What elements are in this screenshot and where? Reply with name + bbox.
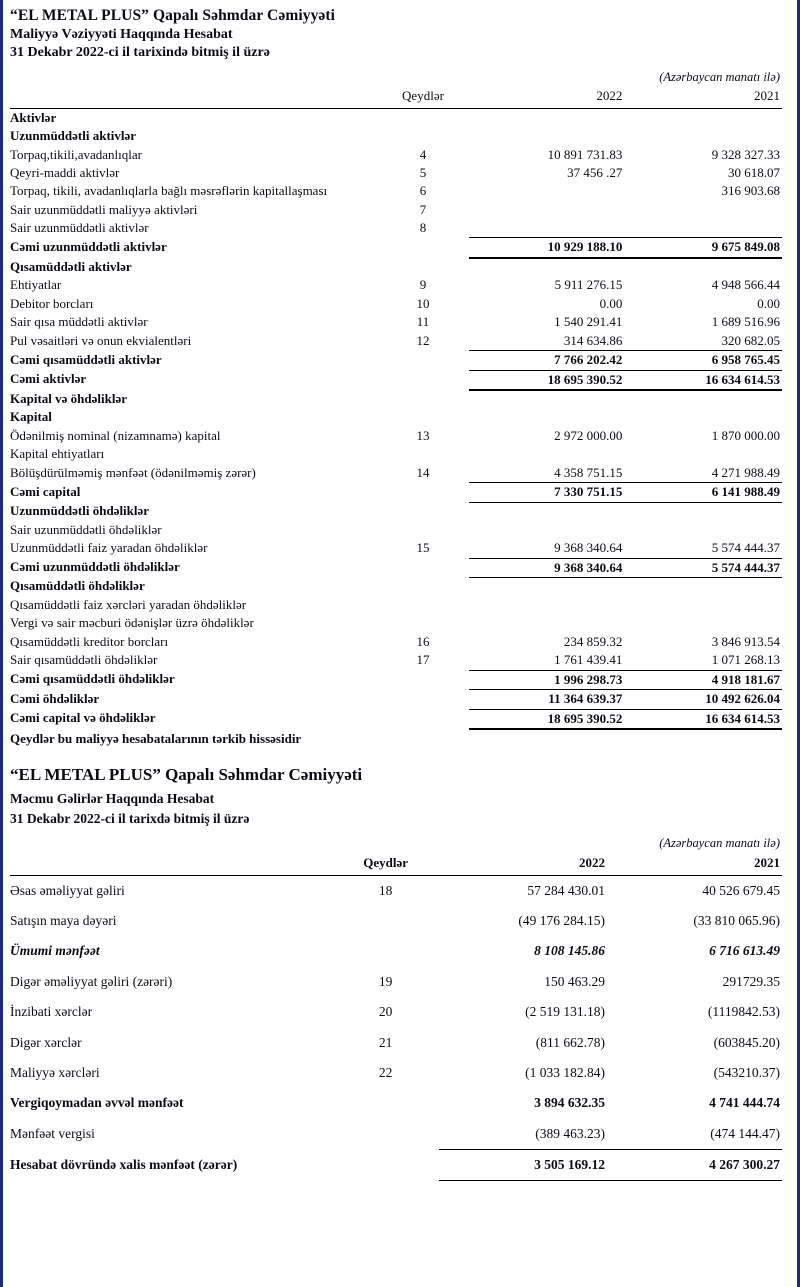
statement1-row-label: Cəmi capital (10, 483, 81, 499)
statement1-row-year2: 9 328 327.33 (711, 146, 780, 162)
table-row (10, 370, 782, 390)
statement2-row-label: Ümumi mənfəət (10, 943, 100, 959)
statement1-row-note: 17 (416, 652, 430, 668)
statement1-row-year1: 7 330 751.15 (469, 483, 627, 502)
statement1-row-year2: 316 903.68 (721, 183, 780, 199)
statement1-header-row (10, 87, 782, 108)
statement2-row-label: Əsas əməliyyat gəliri (10, 882, 125, 898)
statement1-row-year2 (626, 445, 782, 463)
statement1-row-label: Sair qısamüddətli öhdəliklər (10, 652, 158, 668)
table-row (10, 633, 782, 651)
statement1-row-year2: 3 846 913.54 (711, 633, 780, 649)
statement1-row-year1 (469, 258, 627, 276)
statement1-row-year2: 16 634 614.53 (626, 370, 782, 390)
statement1-row-note (377, 483, 468, 502)
statement2-row-note: 20 (378, 1004, 393, 1020)
table-row (10, 521, 782, 539)
statement2-row-year2: (543210.37) (713, 1064, 780, 1080)
table-row (10, 1119, 782, 1150)
statement1-row-label: Pul vəsaitləri və onun ekvialentləri (10, 332, 192, 348)
statement1-row-label: Bölüşdürülməmiş mənfəət (ödənilməmiş zərər) (10, 464, 256, 480)
statement1-row-year1: 11 364 639.37 (469, 690, 627, 709)
statement1-row-year1 (469, 390, 627, 408)
statement1-row-label: Qeyri-maddi aktivlər (10, 165, 120, 181)
statement1-row-year1: 7 766 202.42 (469, 351, 627, 370)
table-row (10, 313, 782, 331)
statement1-row-year1 (469, 596, 627, 614)
statement1-row-note (377, 690, 468, 709)
statement2-row-label: Digər əməliyyat gəliri (zərəri) (10, 973, 173, 989)
table-row (10, 596, 782, 614)
table-row (10, 670, 782, 689)
statement1-row-note (377, 577, 468, 595)
table-row (10, 108, 782, 127)
statement2-row-note (332, 1119, 440, 1150)
statement1-row-year2 (626, 596, 782, 614)
statement1-row-year1: 37 456 .27 (567, 165, 623, 181)
table-row (10, 967, 782, 997)
statement1-row-year1 (469, 408, 627, 426)
statement1-row-year1 (469, 182, 627, 200)
statement1-row-note (377, 370, 468, 390)
statement2-header-row (10, 853, 782, 875)
statement1-row-year2: 10 492 626.04 (626, 690, 782, 709)
table-row (10, 445, 782, 463)
page-border-left (0, 0, 3, 1287)
statement1-row-year2: 1 870 000.00 (711, 427, 780, 443)
table-row (10, 614, 782, 632)
table-row (10, 1058, 782, 1088)
statement1-row-year1: 9 368 340.64 (554, 540, 623, 556)
statement2-row-year1: (49 176 284.15) (518, 913, 606, 929)
statement2-row-note (332, 936, 440, 966)
statement1-row-year2 (626, 108, 782, 127)
statement1-row-note (377, 127, 468, 145)
statement1-row-year2: 320 682.05 (721, 332, 780, 348)
statement2-row-year2: 291729.35 (722, 973, 780, 989)
statement1-row-year1: 18 695 390.52 (469, 370, 627, 390)
table-row (10, 1150, 782, 1181)
statement1-row-label: Sair uzunmüddətli öhdəliklər (10, 521, 162, 537)
statement2-row-year1: 8 108 145.86 (534, 943, 606, 959)
table-row (10, 408, 782, 426)
statement1-row-year1: 234 859.32 (563, 633, 623, 649)
statement2-row-year1: (811 662.78) (535, 1034, 606, 1050)
statement2-row-note (332, 906, 440, 936)
statement2-row-label: Hesabat dövründə xalis mənfəət (zərər) (10, 1156, 238, 1172)
document-content (10, 6, 782, 1181)
statement1-row-label: Qısamüddətli kreditor borcları (10, 633, 169, 649)
statement1-row-note (377, 238, 468, 258)
statement1-row-label: Cəmi uzunmüddətli öhdəliklər (10, 559, 180, 575)
table-row (10, 936, 782, 966)
statement2-row-year2: (603845.20) (713, 1034, 780, 1050)
statement1-header-label (10, 87, 377, 108)
statement1-row-year2: 30 618.07 (728, 165, 780, 181)
statement1-row-label: Cəmi uzunmüddətli aktivlər (10, 238, 167, 254)
statement1-row-note (377, 108, 468, 127)
table-row (10, 539, 782, 558)
statement1-row-note: 12 (416, 332, 430, 348)
statement1-row-year1 (469, 502, 627, 520)
statement2-row-label: Mənfəət vergisi (10, 1125, 95, 1141)
statement2-header-year2: 2021 (623, 853, 782, 875)
statement2-row-year1: (1 033 182.84) (525, 1064, 606, 1080)
statement1-row-year1: 4 358 751.15 (554, 464, 623, 480)
table-row (10, 483, 782, 502)
statement2-row-year2: (474 144.47) (710, 1125, 780, 1141)
table-row (10, 997, 782, 1027)
statement2-row-year2: 6 716 613.49 (709, 943, 780, 959)
statement1-row-label: Uzunmüddətli aktivlər (10, 128, 137, 144)
statement1-row-label: Sair uzunmüddətli maliyyə aktivləri (10, 201, 198, 217)
table-row (10, 258, 782, 276)
statement1-row-note (377, 596, 468, 614)
statement1-header-year2: 2021 (626, 87, 782, 108)
statement1-row-year1: 0.00 (599, 295, 623, 311)
statement1-row-note: 13 (416, 427, 430, 443)
statement1-row-label: Cəmi qısamüddətli öhdəliklər (10, 671, 175, 687)
statement1-row-year2: 1 689 516.96 (711, 314, 780, 330)
table-row (10, 201, 782, 219)
statement1-row-label: Qısamüddətli öhdəliklər (10, 578, 145, 594)
statement2-row-label: Maliyyə xərcləri (10, 1064, 100, 1080)
statement1-row-note (377, 502, 468, 520)
statement1-row-label: Torpaq, tikili, avadanlıqlarla bağlı məsrəflərin kapitallaşması (10, 183, 328, 199)
table-row (10, 127, 782, 145)
statement1-row-year2 (626, 614, 782, 632)
statement1-row-note: 14 (416, 464, 430, 480)
statement1-footnote: Qeydlər bu maliyyə hesabatalarının tərkib hissəsidir (10, 731, 302, 747)
table-row (10, 182, 782, 200)
statement1-row-note: 11 (416, 314, 430, 330)
statement1-title: “EL METAL PLUS” Qapalı Səhmdar Cəmiyyəti (10, 7, 336, 24)
statement1-row-year1: 1 540 291.41 (554, 314, 623, 330)
table-row (10, 1028, 782, 1058)
statement1-subtitle-2: 31 Dekabr 2022-ci il tarixində bitmiş il üzrə (10, 45, 270, 61)
statement1-row-year1 (469, 521, 627, 539)
statement1-row-year2: 9 675 849.08 (626, 238, 782, 258)
statement1-row-year1 (469, 127, 627, 145)
statement2-subtitle-2: 31 Dekabr 2022-ci il tarixdə bitmiş il üzrə (10, 810, 250, 826)
statement1-row-year2 (626, 502, 782, 520)
statement1-header-notes: Qeydlər (377, 87, 468, 108)
statement1-row-label: Kapital ehtiyatları (10, 446, 105, 462)
statement1-row-year1: 1 761 439.41 (469, 651, 627, 670)
statement2-row-year1: 57 284 430.01 (527, 882, 606, 898)
statement2-row-note (332, 1150, 440, 1181)
table-row (10, 295, 782, 313)
statement1-row-label: Ödənilmiş nominal (nizamnamə) kapital (10, 427, 221, 443)
statement2-header-label (10, 853, 332, 875)
statement1-row-year2: 16 634 614.53 (626, 709, 782, 729)
statement2-row-note (332, 1088, 440, 1118)
statement2-row-note: 21 (378, 1034, 393, 1050)
table-row (10, 906, 782, 936)
statement2-header-notes: Qeydlər (332, 853, 440, 875)
statement1-row-note (377, 258, 468, 276)
statement1-row-year2 (626, 258, 782, 276)
statement1-row-year2: 4 948 566.44 (711, 277, 780, 293)
table-row (10, 390, 782, 408)
table-row (10, 651, 782, 670)
statement1-row-year1 (469, 108, 627, 127)
statement1-row-year1: 18 695 390.52 (469, 709, 627, 729)
statement1-row-note: 6 (419, 183, 427, 199)
statement1-row-note (377, 351, 468, 370)
statement1-subtitle-1: Maliyyə Vəziyyəti Haqqında Hesabat (10, 26, 233, 42)
statement1-row-note (377, 445, 468, 463)
statement1-row-year2 (626, 127, 782, 145)
statement1-row-year1: 10 891 731.83 (547, 146, 623, 162)
table-row (10, 709, 782, 729)
statement2-body (10, 875, 782, 1181)
statement1-row-year2 (626, 521, 782, 539)
table-row (10, 427, 782, 445)
statement2-row-year1: 3 505 169.12 (439, 1150, 623, 1181)
statement1-header-year1: 2022 (469, 87, 627, 108)
statement1-row-year1: 9 368 340.64 (469, 558, 627, 577)
statement2-row-year2: (1119842.53) (707, 1004, 780, 1020)
statement1-row-note (377, 558, 468, 577)
statement-income (10, 765, 782, 1181)
statement1-body (10, 108, 782, 729)
table-row (10, 875, 782, 906)
statement1-row-label: Cəmi aktivlər (10, 371, 87, 386)
statement1-row-label: Cəmi qısamüddətli aktivlər (10, 351, 162, 367)
statement1-row-year2 (626, 390, 782, 408)
statement-balance-sheet (10, 6, 782, 747)
statement1-row-note (377, 670, 468, 689)
statement1-row-note: 5 (419, 165, 427, 181)
statement2-row-label: Satışın maya dəyəri (10, 913, 117, 929)
table-row (10, 1088, 782, 1118)
statement1-row-year1 (469, 445, 627, 463)
statement2-row-year1: (389 463.23) (535, 1125, 606, 1141)
statement1-currency-note: (Azərbaycan manatı ilə) (659, 70, 780, 85)
statement1-row-label: Debitor borcları (10, 295, 94, 311)
table-row (10, 502, 782, 520)
statement1-row-label: Uzunmüddətli öhdəliklər (10, 503, 150, 519)
table-row (10, 577, 782, 595)
table-row (10, 146, 782, 164)
statement1-row-note: 9 (419, 277, 427, 293)
statement1-row-note: 4 (419, 146, 427, 162)
statement1-row-year2: 1 071 268.13 (626, 651, 782, 670)
statement1-row-label: Kapital (10, 409, 52, 425)
statement1-row-label: Kapital və öhdəliklər (10, 390, 127, 406)
table-row (10, 238, 782, 258)
statement2-row-year1: 3 894 632.35 (534, 1095, 606, 1111)
statement1-row-label: Sair uzunmüddətli aktivlər (10, 220, 149, 236)
statement1-row-year2: 6 141 988.49 (626, 483, 782, 502)
statement1-row-year2 (626, 219, 782, 237)
statement2-row-year1: (2 519 131.18) (525, 1004, 606, 1020)
statement1-row-year1 (469, 614, 627, 632)
statement1-row-note: 16 (416, 633, 430, 649)
statement1-row-note (377, 408, 468, 426)
table-row (10, 464, 782, 483)
statement2-table (10, 853, 782, 1181)
statement2-row-label: İnzibati xərclər (10, 1004, 93, 1020)
statement1-row-year1: 2 972 000.00 (554, 427, 623, 443)
statement2-row-note: 19 (378, 973, 393, 989)
statement1-row-label: Torpaq,tikili,avadanlıqlar (10, 146, 142, 162)
statement2-row-year2: 4 741 444.74 (709, 1095, 780, 1111)
statement1-row-note (377, 390, 468, 408)
statement1-table (10, 87, 782, 730)
statement1-row-note (377, 614, 468, 632)
table-row (10, 332, 782, 351)
statement1-row-note: 7 (419, 201, 427, 217)
statement2-row-year2: 4 267 300.27 (623, 1150, 782, 1181)
statement1-row-note (377, 709, 468, 729)
table-row (10, 164, 782, 182)
statement1-row-year2 (626, 577, 782, 595)
table-row (10, 690, 782, 709)
table-row (10, 351, 782, 370)
statement1-row-label: Qısamüddətli aktivlər (10, 258, 132, 274)
statement1-row-year2: 6 958 765.45 (626, 351, 782, 370)
table-row (10, 276, 782, 294)
statement2-row-note: 18 (378, 882, 393, 898)
statement1-row-year2: 5 574 444.37 (711, 540, 780, 556)
statement2-row-year1: 150 463.29 (544, 973, 606, 989)
statement1-row-label: Vergi və sair məcburi ödənişlər üzrə öhdəliklər (10, 615, 254, 631)
statement2-currency-note: (Azərbaycan manatı ilə) (659, 836, 780, 851)
statement1-row-year1: 5 911 276.15 (554, 277, 623, 293)
statement1-row-year2: 0.00 (757, 295, 780, 311)
statement1-row-year1 (469, 577, 627, 595)
statement2-row-label: Vergiqoymadan əvvəl mənfəət (10, 1095, 184, 1111)
statement1-row-year1 (469, 201, 627, 219)
statement1-row-year1: 10 929 188.10 (469, 238, 627, 258)
statement2-header-year1: 2022 (439, 853, 623, 875)
statement2-title: “EL METAL PLUS” Qapalı Səhmdar Cəmiyyəti (10, 765, 363, 785)
statement1-row-label: Sair qısa müddətli aktivlər (10, 314, 148, 330)
table-row (10, 219, 782, 237)
statement1-row-note: 15 (416, 540, 430, 556)
statement1-row-label: Qısamüddətli faiz xərcləri yaradan öhdəliklər (10, 596, 247, 612)
statement1-row-year1: 1 996 298.73 (469, 670, 627, 689)
statement2-subtitle-1: Məcmu Gəlirlər Haqqında Hesabat (10, 791, 215, 807)
table-row (10, 558, 782, 577)
statement1-row-year2: 5 574 444.37 (626, 558, 782, 577)
statement1-row-year2: 4 918 181.67 (626, 670, 782, 689)
statement1-row-label: Aktivlər (10, 109, 57, 125)
statement1-row-year2: 4 271 988.49 (711, 464, 780, 480)
statement1-row-note: 8 (419, 220, 427, 236)
statement2-row-year2: 40 526 679.45 (702, 882, 780, 898)
statement1-row-label: Uzunmüddətli faiz yaradan öhdəliklər (10, 540, 208, 556)
statement1-row-year2 (626, 201, 782, 219)
statement2-row-note: 22 (378, 1064, 393, 1080)
statement1-row-note (377, 521, 468, 539)
statement1-row-label: Ehtiyatlar (10, 277, 62, 293)
statement1-row-label: Cəmi capital və öhdəliklər (10, 710, 156, 726)
statement1-row-year2 (626, 408, 782, 426)
statement1-row-year1: 314 634.86 (563, 332, 623, 348)
statement1-row-year1 (469, 219, 627, 237)
statement2-row-label: Digər xərclər (10, 1034, 82, 1050)
statement2-row-year2: (33 810 065.96) (693, 913, 780, 929)
statement1-row-label: Cəmi öhdəliklər (10, 690, 100, 706)
statement1-row-note: 10 (416, 295, 430, 311)
